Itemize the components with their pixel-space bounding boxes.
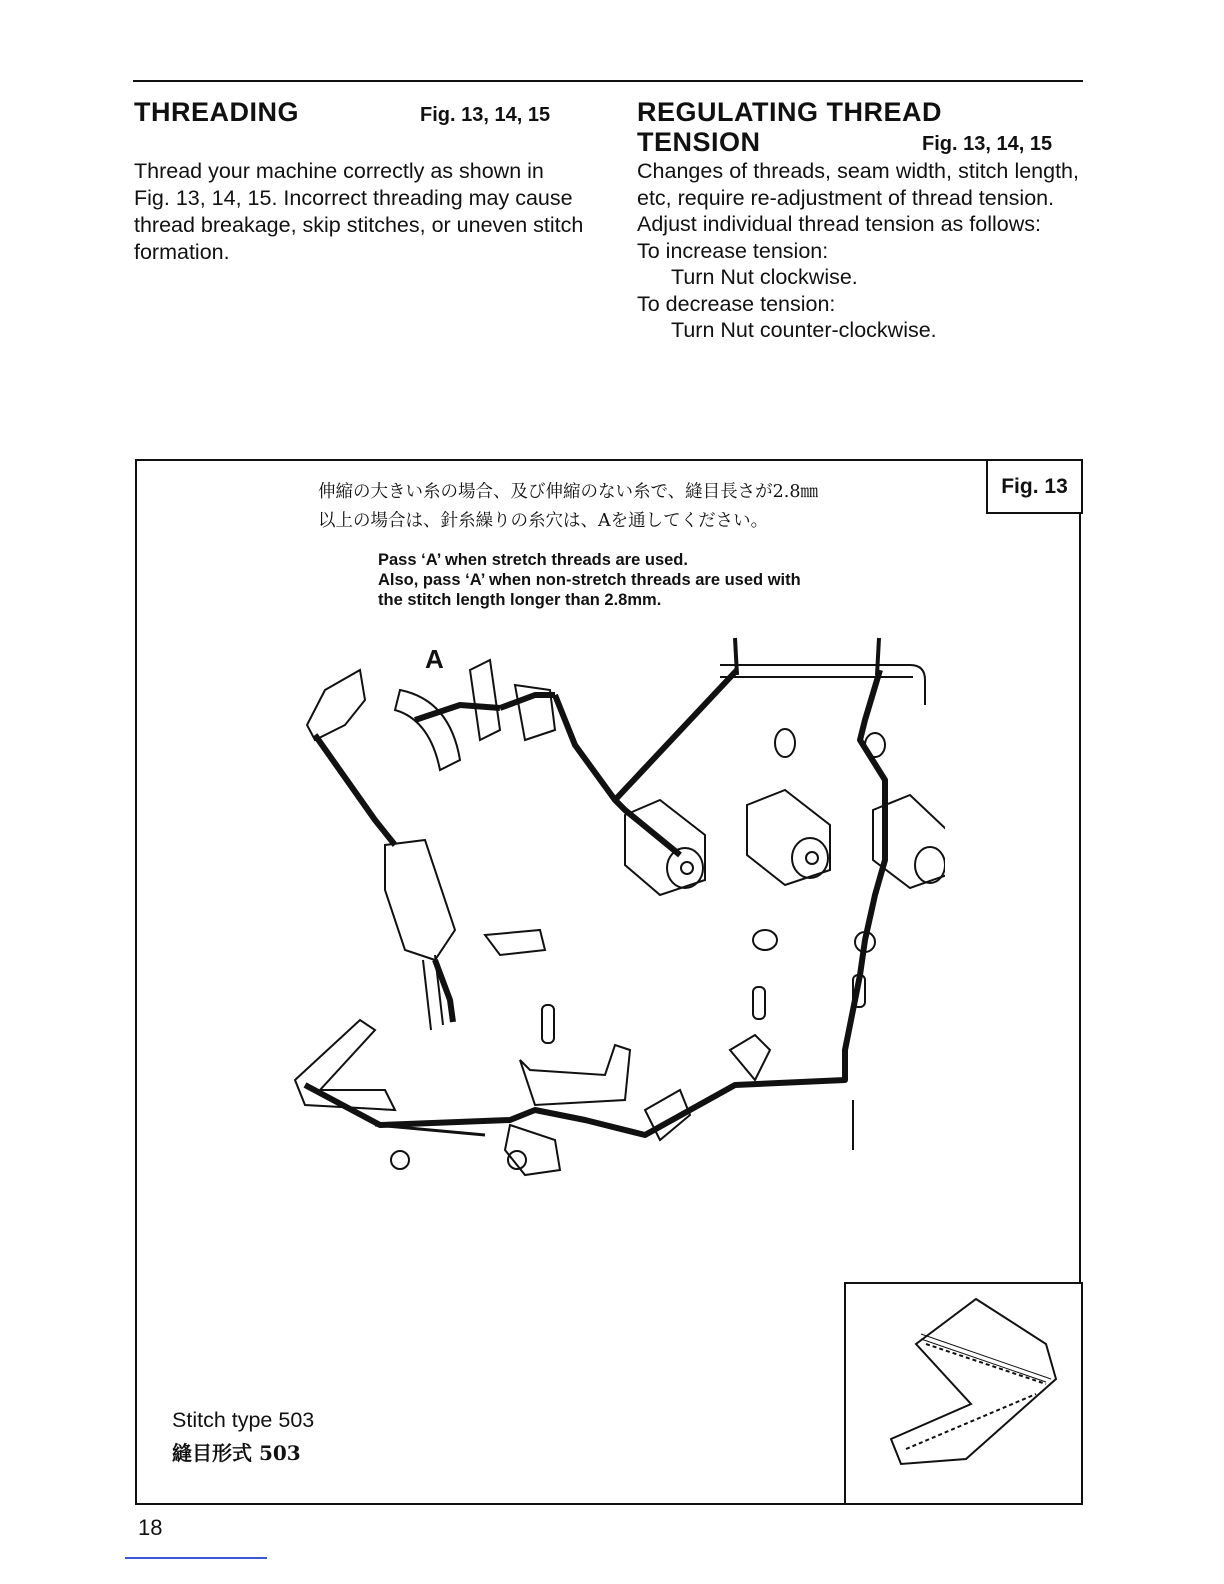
japanese-note-line2: 以上の場合は、針糸繰りの糸穴は、Aを通してください。 (318, 511, 769, 531)
threading-fig-ref: Fig. 13, 14, 15 (420, 104, 551, 126)
tension-heading-line1: REGULATING THREAD (637, 97, 942, 127)
tension-line1: Changes of threads, seam width, stitch length, etc, require re-adjustment of thread tension. (637, 159, 1079, 210)
english-note-line3: the stitch length longer than 2.8mm. (378, 591, 662, 609)
japanese-note (318, 478, 818, 536)
english-note-line1: Pass ‘A’ when stretch threads are used. (378, 551, 688, 569)
thread-path (305, 670, 885, 1135)
tension-increase-label: To increase tension: (637, 238, 829, 263)
upper-guide-arc (395, 690, 460, 770)
lower-guide-3 (730, 1035, 770, 1080)
japanese-note-line1: 伸縮の大きい糸の場合、及び伸縮のない糸で、縫目長さが2.8㎜ (318, 482, 818, 502)
english-note-line2: Also, pass ‘A’ when non-stretch threads are used with (378, 571, 801, 589)
figure-label: Fig. 13 (986, 459, 1083, 514)
stitch-sample-box (844, 1282, 1083, 1505)
guide-post-small (542, 1005, 554, 1043)
bottom-link-underline (125, 1557, 267, 1559)
top-rule (133, 80, 1083, 82)
upper-guide-plate (470, 660, 500, 740)
tension-decrease-action: Turn Nut counter-clockwise. (671, 318, 937, 342)
threading-diagram (285, 630, 945, 1180)
tension-dial-left (625, 800, 705, 895)
tension-heading-line2: TENSION (637, 127, 761, 157)
tension-fig-ref: Fig. 13, 14, 15 (922, 133, 1053, 155)
page-number: 18 (138, 1515, 163, 1540)
lower-bracket (520, 1045, 630, 1105)
guide-eyelet-3 (753, 930, 777, 950)
lower-looper (295, 1020, 395, 1110)
english-note (378, 550, 801, 610)
stitch-sample-illustration (846, 1284, 1081, 1503)
stitch-type-english: Stitch type 503 (172, 1408, 315, 1432)
needle-clamp (385, 840, 455, 960)
tension-line2: Adjust individual thread tension as follows: (637, 212, 1041, 236)
thread-guide-bar (720, 665, 925, 705)
threading-body: Thread your machine correctly as shown in Fig. 13, 14, 15. Incorrect threading may cause thread breakage, skip stitches, or uneven stitch formation. (134, 159, 584, 264)
tension-decrease-label: To decrease tension: (637, 291, 836, 316)
guide-eyelet-1 (775, 729, 795, 757)
point-label-a: A (425, 644, 444, 674)
tension-dial-middle (747, 790, 830, 885)
guide-tube-1 (753, 987, 765, 1019)
threading-heading: THREADING (134, 97, 299, 127)
tension-body (637, 158, 1079, 344)
needle-2 (423, 960, 431, 1030)
stitch-type-japanese: 縫目形式 503 (172, 1441, 301, 1465)
upper-guide-bracket (307, 670, 365, 740)
tension-increase-action: Turn Nut clockwise. (671, 265, 858, 289)
knife-guide (485, 930, 545, 955)
looper-screw (391, 1151, 409, 1169)
